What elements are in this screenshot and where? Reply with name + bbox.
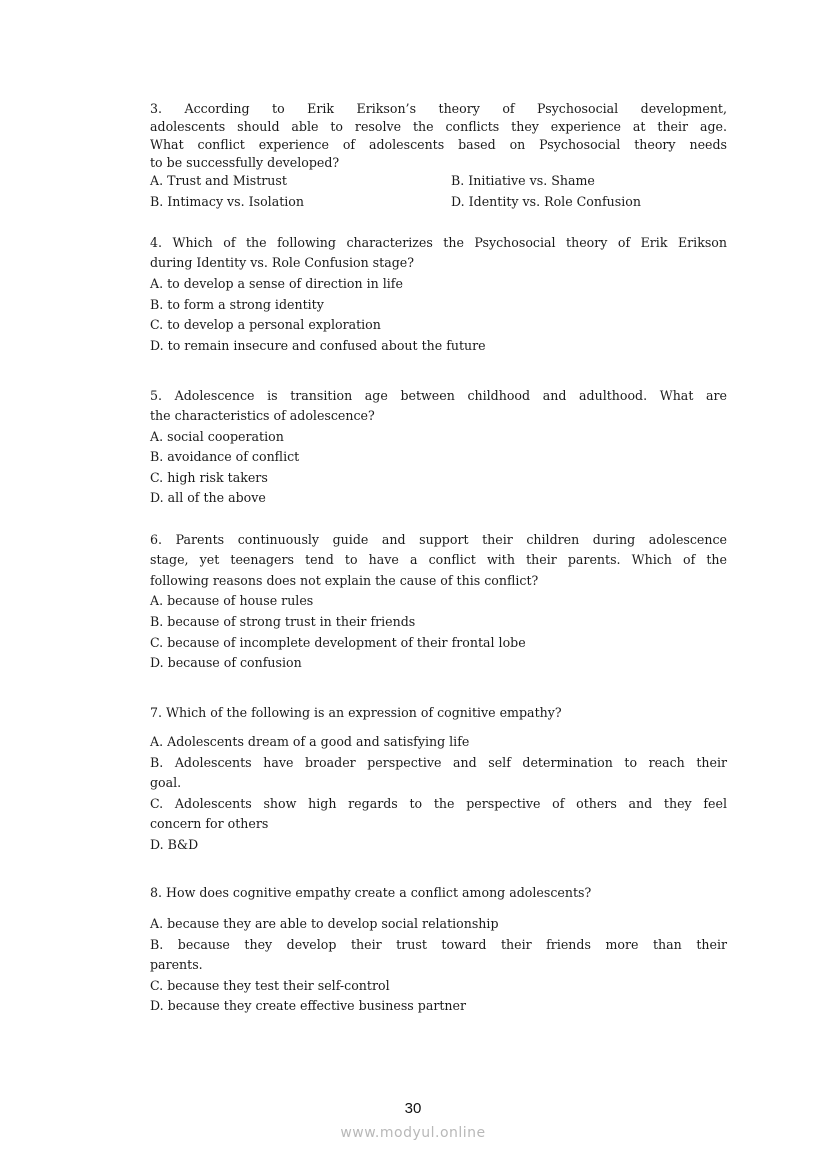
question-stem-line: 3. According to Erik Erikson’s theory of Psychosocial development, [150, 101, 727, 116]
answer-option: B. because they develop their trust toward their friends more than their [150, 937, 727, 952]
answer-option: B. to form a strong identity [150, 297, 324, 312]
question-stem-line: 6. Parents continuously guide and support their children during adolescence [150, 532, 727, 547]
page-number: 30 [404, 1100, 422, 1117]
question-stem-line: What conflict experience of adolescents based on Psychosocial theory needs [150, 137, 727, 152]
answer-option: C. because of incomplete development of their frontal lobe [150, 635, 526, 650]
answer-option: concern for others [150, 816, 269, 831]
answer-option: D. because of confusion [150, 655, 302, 670]
answer-option: D. all of the above [150, 490, 266, 505]
answer-option: C. to develop a personal exploration [150, 317, 381, 332]
answer-option: A. social cooperation [150, 429, 284, 444]
question-stem-line: following reasons does not explain the cause of this conflict? [150, 573, 539, 588]
question-stem-line: to be successfully developed? [150, 155, 340, 170]
answer-option: A. because of house rules [150, 593, 314, 608]
question-stem-line: 8. How does cognitive empathy create a conflict among adolescents? [150, 885, 592, 900]
answer-option: parents. [150, 957, 203, 972]
answer-option: A. Trust and Mistrust [150, 173, 287, 188]
answer-option: D. because they create effective business partner [150, 998, 467, 1013]
answer-option: B. Initiative vs. Shame [451, 173, 595, 188]
answer-option: A. Adolescents dream of a good and satisfying life [150, 734, 470, 749]
answer-option: goal. [150, 775, 182, 790]
answer-option: C. Adolescents show high regards to the perspective of others and they feel [150, 796, 727, 811]
answer-option: C. high risk takers [150, 470, 268, 485]
question-stem-line: stage, yet teenagers tend to have a conflict with their parents. Which of the [150, 552, 727, 567]
answer-option: D. to remain insecure and confused about the future [150, 338, 486, 353]
question-stem-line: during Identity vs. Role Confusion stage? [150, 255, 414, 270]
answer-option: A. to develop a sense of direction in life [150, 276, 403, 291]
answer-option: D. Identity vs. Role Confusion [451, 194, 641, 209]
answer-option: A. because they are able to develop social relationship [150, 916, 499, 931]
question-stem-line: 4. Which of the following characterizes the Psychosocial theory of Erik Erikson [150, 235, 727, 250]
answer-option: B. Adolescents have broader perspective and self determination to reach their [150, 755, 727, 770]
answer-option: D. B&D [150, 837, 199, 852]
answer-option: B. because of strong trust in their friends [150, 614, 416, 629]
watermark: www.modyul.online [340, 1125, 486, 1141]
question-stem-line: 7. Which of the following is an expression of cognitive empathy? [150, 705, 562, 720]
question-stem-line: adolescents should able to resolve the conflicts they experience at their age. [150, 119, 727, 134]
answer-option: B. Intimacy vs. Isolation [150, 194, 304, 209]
question-stem-line: 5. Adolescence is transition age between childhood and adulthood. What are [150, 388, 727, 403]
answer-option: B. avoidance of conflict [150, 449, 300, 464]
answer-option: C. because they test their self-control [150, 978, 390, 993]
question-stem-line: the characteristics of adolescence? [150, 408, 375, 423]
